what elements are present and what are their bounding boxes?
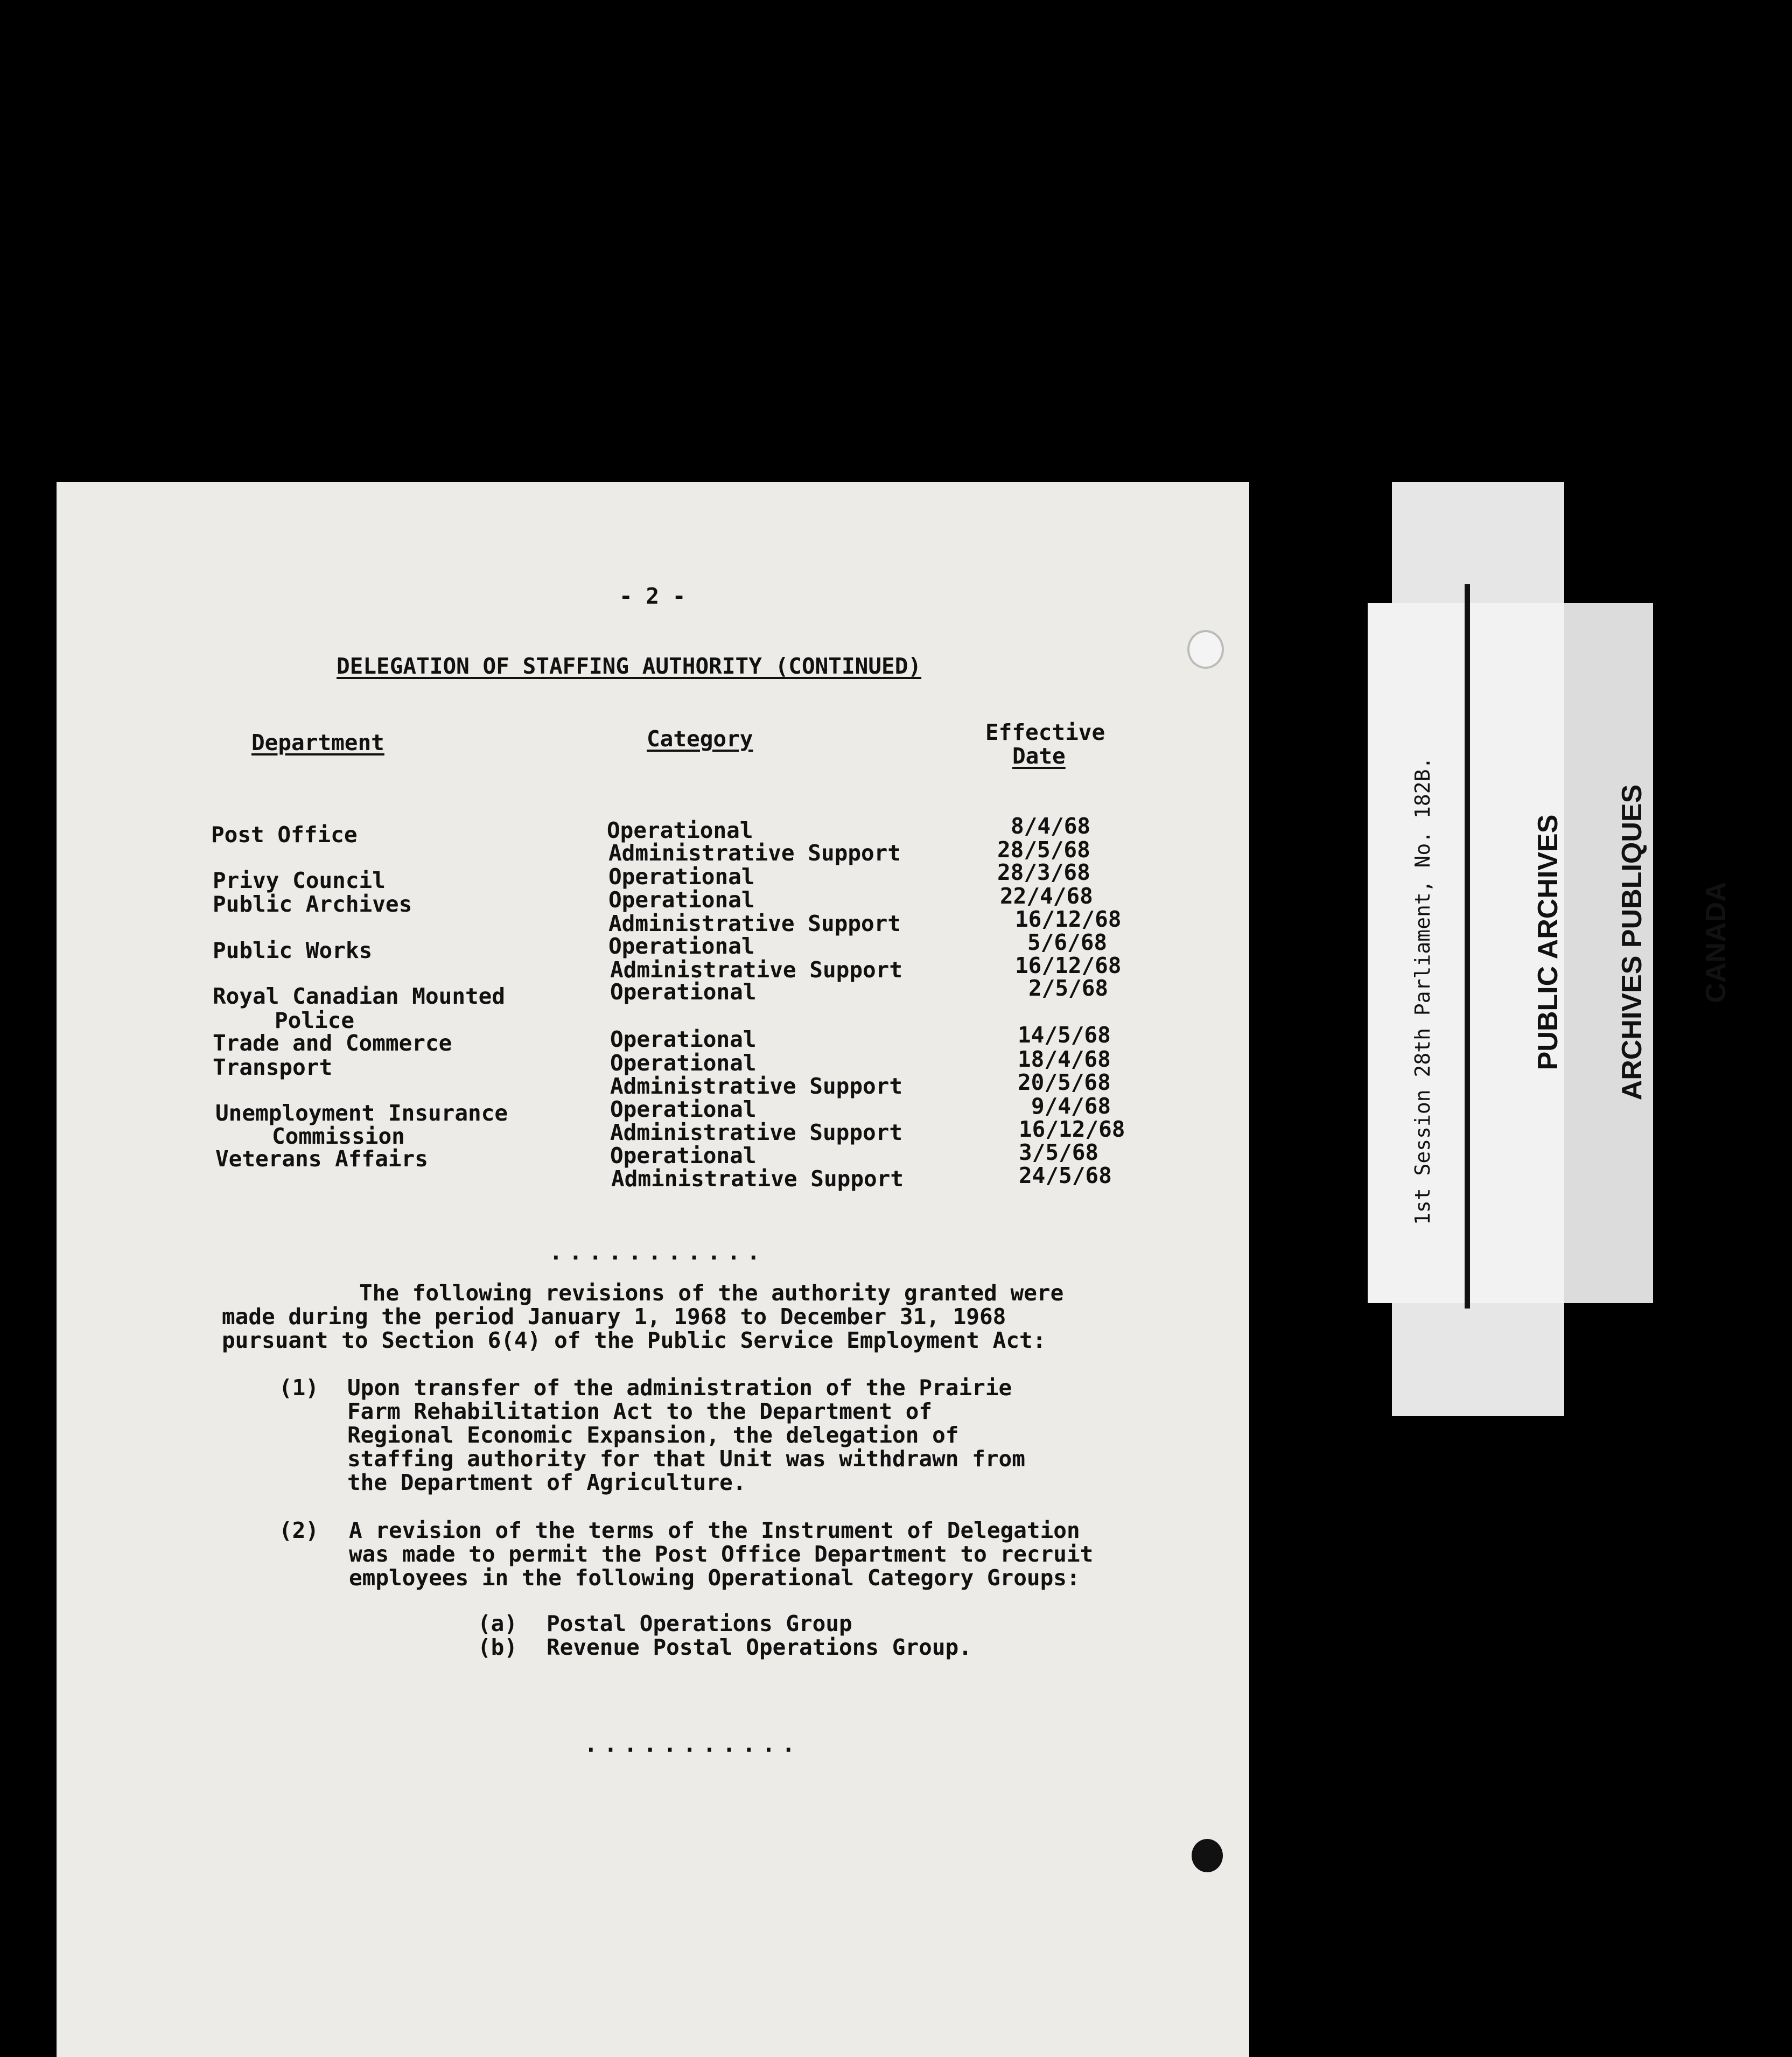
table-row-category: Operational — [608, 933, 755, 959]
punch-hole-bottom — [1192, 1839, 1223, 1872]
table-row-category: Operational — [610, 1026, 757, 1052]
item-1-line-3: Regional Economic Expansion, the delegation of — [347, 1422, 959, 1448]
table-row-date: 3/5/68 — [1019, 1139, 1099, 1165]
dept-unemployment-insurance: Unemployment Insurance — [215, 1100, 508, 1126]
table-row-category: Administrative Support — [610, 1120, 903, 1145]
item-1-line-5: the Department of Agriculture. — [347, 1470, 746, 1495]
table-row-category: Operational — [610, 1050, 757, 1076]
subitem-b-marker: (b) — [478, 1634, 518, 1660]
dept-post-office: Post Office — [211, 822, 358, 848]
table-row-date: 18/4/68 — [1018, 1046, 1111, 1072]
table-row-category: Operational — [608, 887, 755, 913]
dept-rcmp: Royal Canadian Mounted — [213, 983, 506, 1009]
table-row-category: Operational — [610, 1096, 757, 1122]
table-row-date: 24/5/68 — [1019, 1163, 1112, 1188]
paragraph-line-1: The following revisions of the authority granted were — [359, 1280, 1064, 1306]
archive-stamp — [1478, 778, 1758, 1107]
table-row-date: 14/5/68 — [1018, 1022, 1111, 1048]
stamp-line-2: ARCHIVES PUBLIQUES — [1616, 784, 1648, 1101]
table-row-category: Administrative Support — [608, 840, 901, 866]
subitem-b-text: Revenue Postal Operations Group. — [547, 1634, 972, 1660]
table-row-category: Administrative Support — [610, 957, 903, 983]
table-row-date: 16/12/68 — [1015, 953, 1122, 978]
table-row-date: 2/5/68 — [1028, 975, 1109, 1001]
item-1-line-1: Upon transfer of the administration of the Prairie — [347, 1375, 1012, 1401]
document-page — [57, 482, 1249, 2057]
dept-transport: Transport — [213, 1054, 333, 1080]
table-row-date: 28/5/68 — [997, 837, 1090, 863]
archive-tab-divider — [1465, 584, 1470, 1309]
item-2-line-3: employees in the following Operational Category Groups: — [349, 1565, 1080, 1591]
paragraph-line-3: pursuant to Section 6(4) of the Public Service Employment Act: — [222, 1327, 1046, 1353]
table-row-date: 8/4/68 — [1011, 813, 1091, 839]
table-row-date: 5/6/68 — [1027, 929, 1108, 955]
subitem-a-text: Postal Operations Group — [547, 1611, 852, 1636]
stamp-line-3: CANADA — [1700, 881, 1732, 1003]
item-1-line-4: staffing authority for that Unit was withdrawn from — [347, 1446, 1025, 1472]
dept-rcmp-cont: Police — [275, 1007, 355, 1033]
dept-public-archives: Public Archives — [213, 891, 412, 917]
dept-veterans-affairs: Veterans Affairs — [215, 1146, 428, 1172]
table-row-category: Operational — [607, 817, 753, 843]
table-row-date: 9/4/68 — [1031, 1093, 1111, 1119]
table-row-category: Administrative Support — [611, 1166, 904, 1192]
table-row-date: 16/12/68 — [1015, 906, 1122, 932]
header-date-line2: Date — [1012, 743, 1066, 769]
dept-public-works: Public Works — [213, 937, 373, 963]
separator-dots: ........... — [549, 1239, 767, 1265]
page-title: DELEGATION OF STAFFING AUTHORITY (CONTINUED) — [337, 653, 922, 679]
table-row-category: Operational — [608, 864, 755, 890]
dept-ui-commission: Commission — [272, 1123, 405, 1149]
separator-dots: ........... — [584, 1731, 802, 1757]
table-row-date: 22/4/68 — [1000, 883, 1093, 909]
item-2-line-1: A revision of the terms of the Instrument of Delegation — [349, 1517, 1080, 1543]
table-row-category: Operational — [610, 1143, 757, 1169]
archive-reference: 1st Session 28th Parliament, No. 182B. — [1411, 757, 1434, 1225]
header-category: Category — [647, 726, 753, 752]
table-row-category: Administrative Support — [608, 911, 901, 936]
dept-trade-commerce: Trade and Commerce — [213, 1030, 452, 1056]
stamp-line-1: PUBLIC ARCHIVES — [1532, 814, 1564, 1071]
table-row-date: 28/3/68 — [997, 859, 1090, 885]
table-row-category: Operational — [610, 979, 757, 1005]
item-2-marker: (2) — [279, 1517, 319, 1543]
table-row-date: 20/5/68 — [1018, 1069, 1111, 1095]
item-1-line-2: Farm Rehabilitation Act to the Department of — [347, 1398, 933, 1424]
header-department: Department — [251, 730, 384, 755]
subitem-a-marker: (a) — [478, 1611, 518, 1636]
page-number: - 2 - — [619, 583, 686, 609]
punch-hole-top — [1187, 630, 1224, 669]
paragraph-line-2: made during the period January 1, 1968 to December 31, 1968 — [222, 1304, 1006, 1330]
table-row-category: Administrative Support — [610, 1073, 903, 1099]
item-1-marker: (1) — [279, 1375, 319, 1401]
dept-privy-council: Privy Council — [213, 867, 386, 893]
header-date-line1: Effective — [985, 719, 1105, 745]
item-2-line-2: was made to permit the Post Office Department to recruit — [349, 1541, 1094, 1567]
table-row-date: 16/12/68 — [1019, 1116, 1125, 1142]
